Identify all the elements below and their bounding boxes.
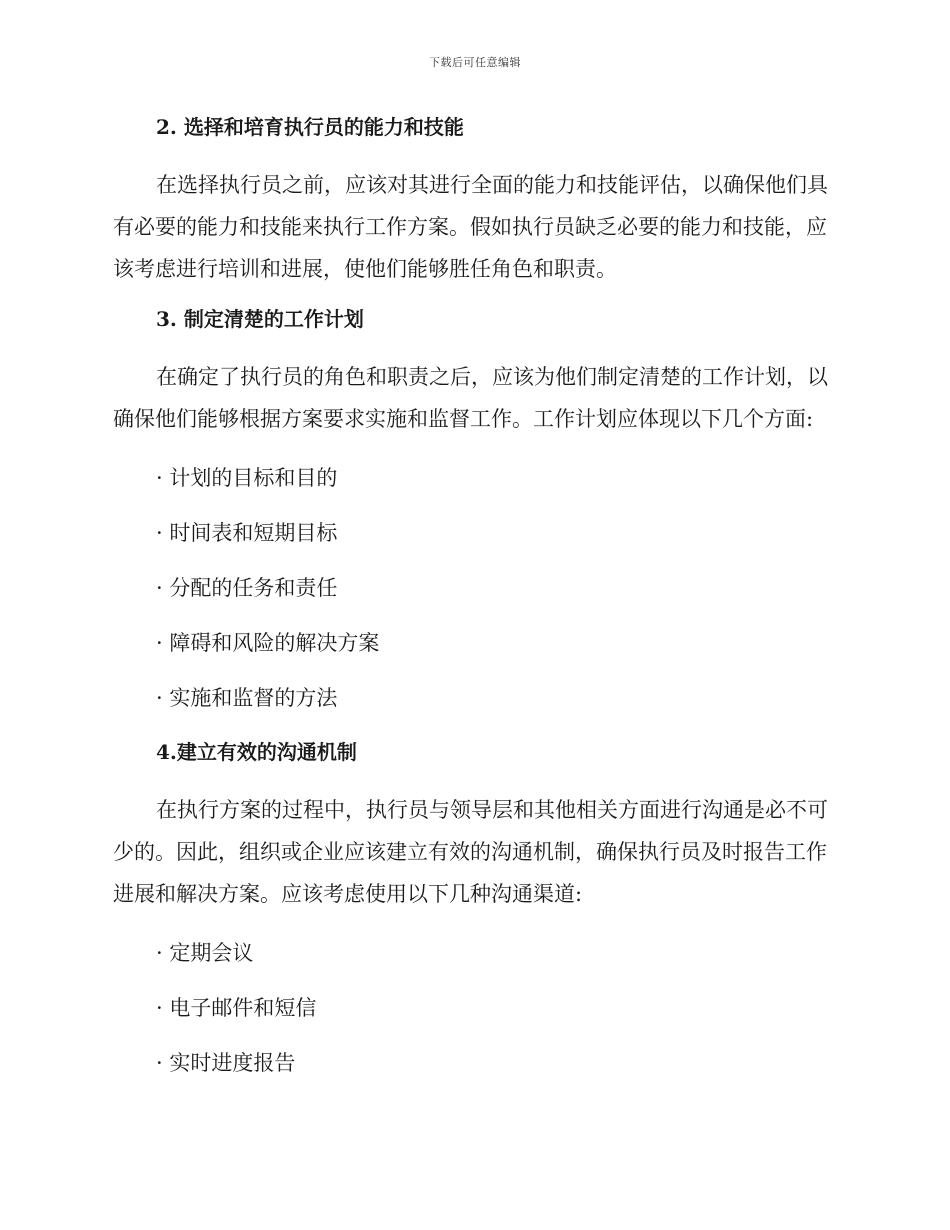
list-item: · 实时进度报告 bbox=[156, 1051, 296, 1075]
section-heading: 3. 制定清楚的工作计划 bbox=[156, 307, 364, 331]
section-paragraph: 在选择执行员之前，应该对其进行全面的能力和技能评估，以确保他们具有必要的能力和技能来执行工作方案。假如执行员缺乏必要的能力和技能，应该考虑进行培训和进展，使他们能够胜任角色和职责。 bbox=[113, 173, 828, 281]
section-communication bbox=[113, 735, 833, 1080]
list-item: · 障碍和风险的解决方案 bbox=[156, 631, 380, 655]
list-item: · 电子邮件和短信 bbox=[156, 996, 317, 1020]
list-item: · 分配的任务和责任 bbox=[156, 576, 338, 600]
section-paragraph: 在执行方案的过程中，执行员与领导层和其他相关方面进行沟通是必不可少的。因此，组织或企业应该建立有效的沟通机制，确保执行员及时报告工作进展和解决方案。应该考虑使用以下几种沟通渠道: bbox=[113, 798, 828, 906]
page-header-note: 下载后可任意编辑 bbox=[429, 56, 521, 69]
section-paragraph: 在确定了执行员的角色和职责之后，应该为他们制定清楚的工作计划，以确保他们能够根据方案要求实施和监督工作。工作计划应体现以下几个方面: bbox=[113, 365, 828, 431]
list-item: · 计划的目标和目的 bbox=[156, 466, 338, 490]
list-item: · 时间表和短期目标 bbox=[156, 521, 338, 545]
list-item: · 定期会议 bbox=[156, 941, 254, 965]
section-heading: 2. 选择和培育执行员的能力和技能 bbox=[156, 115, 464, 139]
section-heading: 4.建立有效的沟通机制 bbox=[156, 740, 357, 764]
document-body bbox=[113, 110, 833, 1080]
work-plan-list bbox=[113, 461, 833, 715]
section-work-plan bbox=[113, 302, 833, 735]
section-ability-skills bbox=[113, 110, 833, 302]
communication-channel-list bbox=[113, 936, 833, 1080]
list-item: · 实施和监督的方法 bbox=[156, 686, 338, 710]
